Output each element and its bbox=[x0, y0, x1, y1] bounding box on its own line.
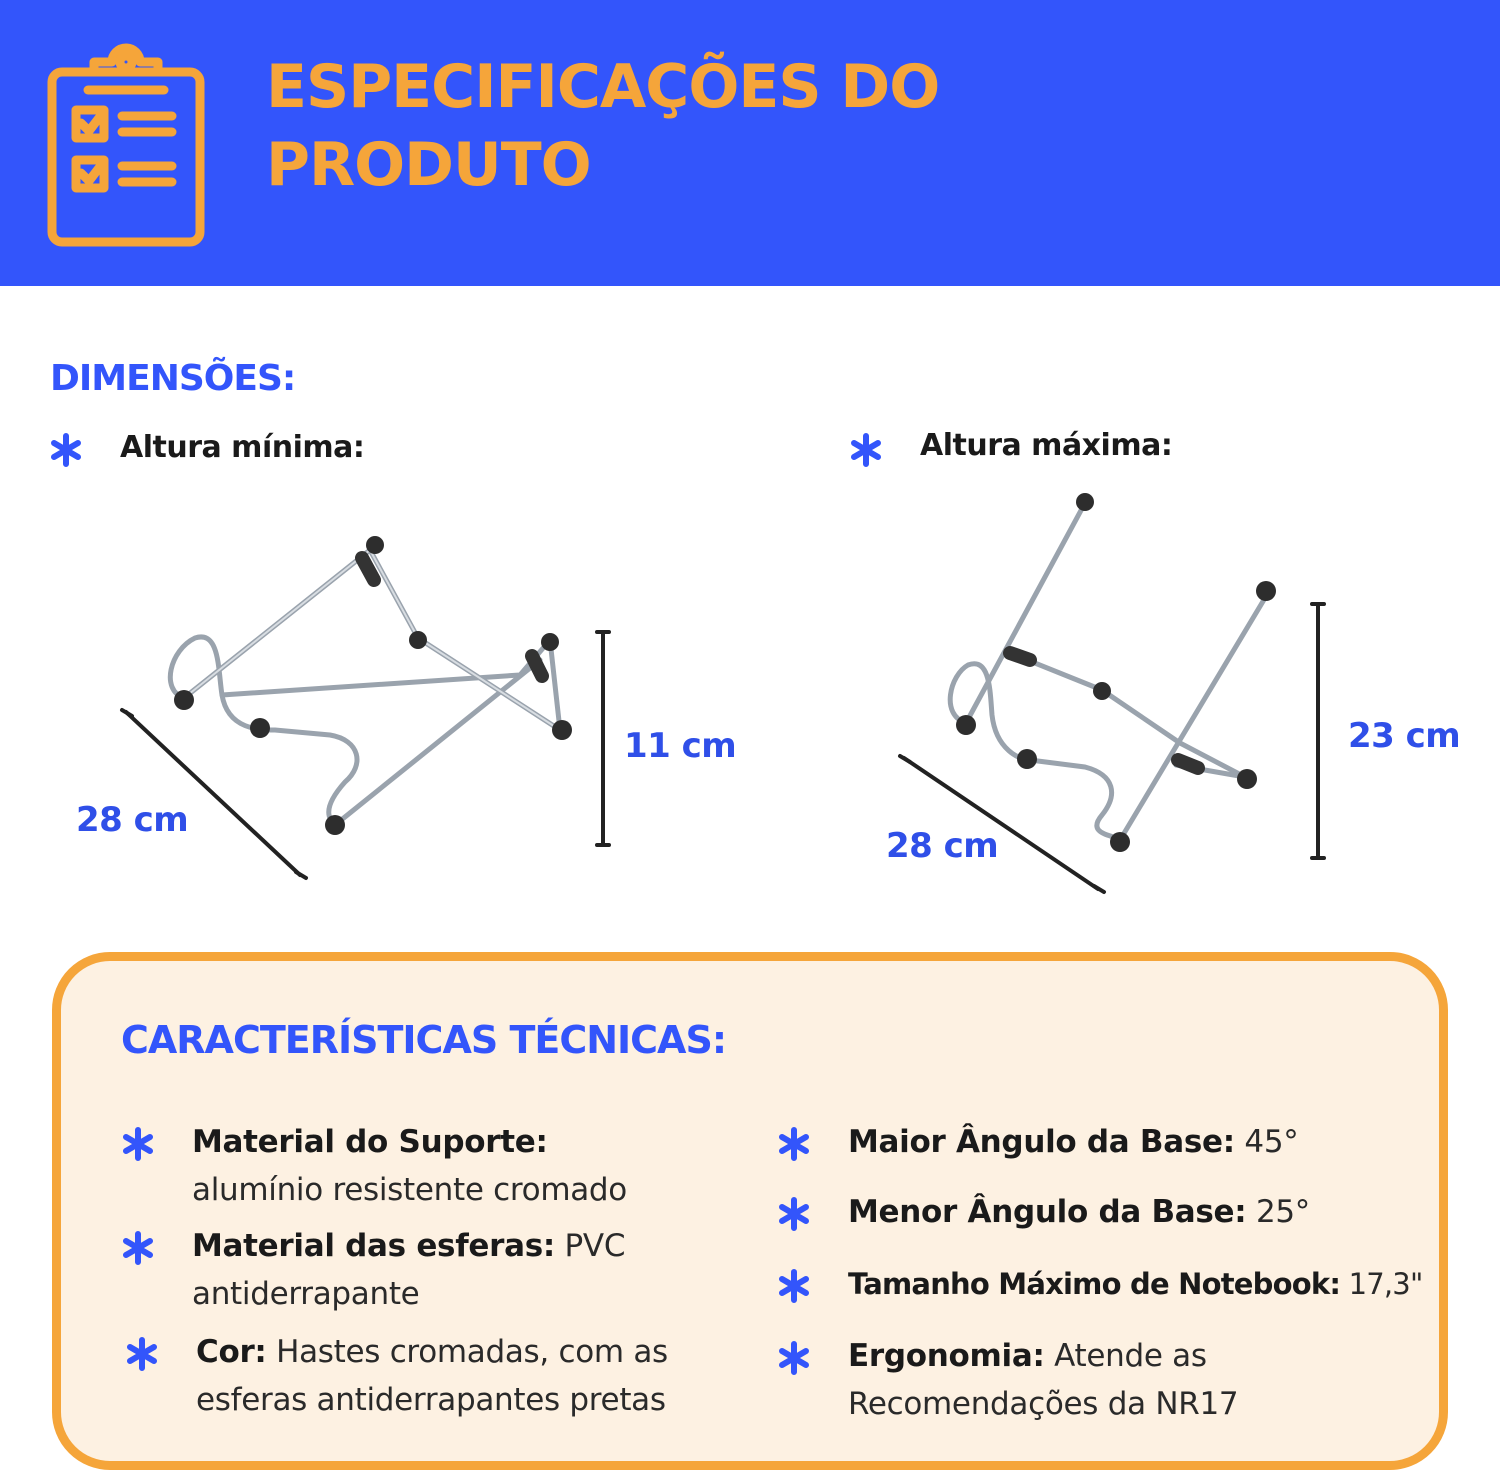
clipboard-checklist-icon bbox=[44, 40, 209, 250]
feature-key: Material do Suporte: bbox=[192, 1124, 548, 1160]
page-title-line2: PRODUTO bbox=[266, 130, 591, 200]
min-height-measure: 11 cm bbox=[624, 726, 737, 766]
tech-specs-title: CARACTERÍSTICAS TÉCNICAS: bbox=[121, 1018, 727, 1062]
min-height-label: Altura mínima: bbox=[120, 430, 365, 465]
asterisk-bullet-icon bbox=[776, 1196, 812, 1232]
min-depth-measure: 28 cm bbox=[76, 800, 189, 840]
feature-value: 17,3" bbox=[1340, 1267, 1423, 1301]
feature-item bbox=[848, 1118, 1428, 1166]
feature-key: Tamanho Máximo de Notebook: bbox=[848, 1267, 1341, 1301]
asterisk-bullet-icon bbox=[848, 432, 884, 468]
feature-item bbox=[196, 1328, 696, 1424]
feature-item bbox=[192, 1222, 672, 1318]
feature-value: alumínio resistente cromado bbox=[192, 1172, 627, 1208]
asterisk-bullet-icon bbox=[124, 1336, 160, 1372]
feature-key: Maior Ângulo da Base: bbox=[848, 1124, 1235, 1160]
header-banner bbox=[0, 0, 1500, 286]
feature-key: Menor Ângulo da Base: bbox=[848, 1194, 1247, 1230]
feature-value: 45° bbox=[1234, 1124, 1299, 1160]
max-height-measure: 23 cm bbox=[1348, 716, 1461, 756]
asterisk-bullet-icon bbox=[776, 1340, 812, 1376]
feature-value: PVC antiderrapante bbox=[192, 1228, 626, 1312]
feature-key: Material das esferas: bbox=[192, 1228, 555, 1264]
feature-item bbox=[192, 1118, 672, 1214]
feature-value: Atende as Recomendações da NR17 bbox=[848, 1338, 1239, 1422]
page-title-line1: ESPECIFICAÇÕES DO bbox=[266, 52, 940, 122]
dimensions-title: DIMENSÕES: bbox=[50, 358, 296, 399]
asterisk-bullet-icon bbox=[776, 1126, 812, 1162]
asterisk-bullet-icon bbox=[120, 1230, 156, 1266]
max-height-label: Altura máxima: bbox=[920, 428, 1173, 463]
asterisk-bullet-icon bbox=[120, 1126, 156, 1162]
feature-key: Ergonomia: bbox=[848, 1338, 1045, 1374]
page-title bbox=[266, 48, 1166, 204]
stand-min-illustration bbox=[100, 520, 760, 900]
feature-key: Cor: bbox=[196, 1334, 267, 1370]
feature-item bbox=[848, 1188, 1428, 1236]
feature-value: 25° bbox=[1246, 1194, 1310, 1230]
feature-item bbox=[848, 1260, 1448, 1308]
feature-item bbox=[848, 1332, 1268, 1428]
max-depth-measure: 28 cm bbox=[886, 826, 999, 866]
feature-value: Hastes cromadas, com as esferas antiderrapantes pretas bbox=[196, 1334, 668, 1418]
asterisk-bullet-icon bbox=[776, 1268, 812, 1304]
asterisk-bullet-icon bbox=[48, 432, 84, 468]
